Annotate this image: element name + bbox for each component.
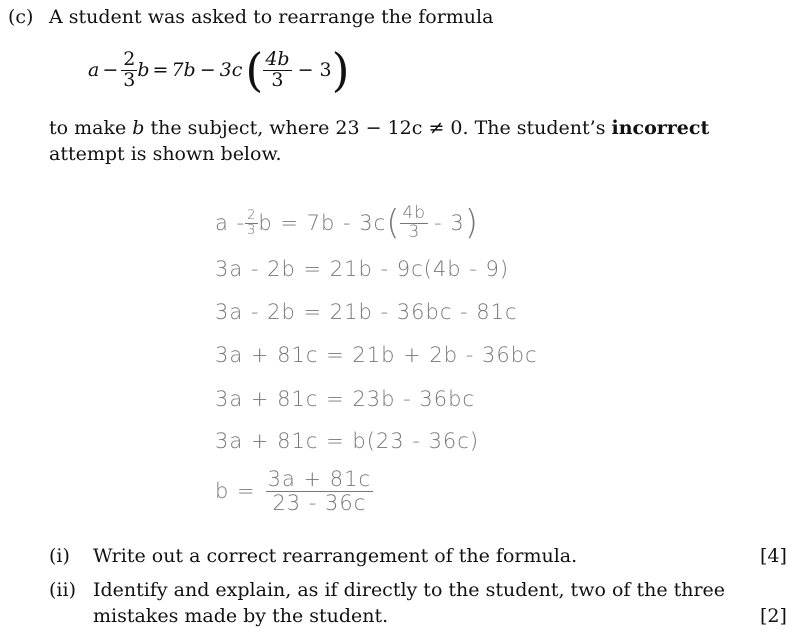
attempt-frac-den: 3 bbox=[247, 222, 257, 238]
attempt-line1-mid: b = 7b - 3c bbox=[258, 211, 387, 235]
attempt-inner-den: 3 bbox=[408, 221, 421, 242]
inner-numerator: 4b bbox=[265, 47, 290, 70]
attempt-line7-left: b = bbox=[215, 479, 256, 503]
formula-c-term: 3c bbox=[219, 59, 243, 81]
attempt-line-2: 3a - 2b = 21b - 9c(4b - 9) bbox=[215, 257, 510, 281]
question-line-2 bbox=[49, 116, 709, 140]
attempt-line-1 bbox=[215, 200, 479, 246]
line2-part-a: to make bbox=[49, 117, 127, 139]
attempt-line1-inner-fraction bbox=[400, 202, 428, 242]
attempt-final-fraction bbox=[266, 468, 373, 513]
attempt-line1-tail: - 3 bbox=[434, 211, 465, 235]
line2-condition: 23 − 12c ≠ 0. bbox=[335, 117, 469, 139]
line2-part-d: The student’s bbox=[474, 117, 606, 139]
formula bbox=[88, 42, 350, 98]
question-line-3: attempt is shown below. bbox=[49, 143, 282, 165]
formula-inner-fraction bbox=[263, 47, 291, 91]
attempt-line-5: 3a + 81c = 23b - 36bc bbox=[215, 387, 475, 411]
attempt-frac-num: 2 bbox=[247, 207, 257, 223]
formula-inner-tail: − 3 bbox=[297, 59, 332, 81]
part-i-text: Write out a correct rearrangement of the formula. bbox=[93, 545, 578, 567]
attempt-line-3: 3a - 2b = 21b - 36bc - 81c bbox=[215, 300, 518, 324]
attempt-open-paren: ( bbox=[386, 203, 401, 243]
formula-a: a bbox=[88, 59, 100, 81]
attempt-line-7 bbox=[215, 463, 373, 519]
formula-b: b bbox=[137, 59, 150, 81]
fraction-numerator: 2 bbox=[123, 47, 136, 70]
part-ii-text: Identify and explain, as if directly to the student, two of the three bbox=[93, 579, 726, 601]
part-ii-marks: [2] bbox=[760, 605, 787, 627]
question-intro: A student was asked to rearrange the formula bbox=[49, 6, 494, 28]
fraction-denominator: 3 bbox=[123, 68, 136, 91]
attempt-line1-fraction bbox=[245, 209, 258, 237]
attempt-line1-left: a - bbox=[215, 211, 246, 235]
part-ii-label: (ii) bbox=[49, 579, 76, 601]
part-i-label: (i) bbox=[49, 545, 70, 567]
attempt-close-paren: ) bbox=[464, 203, 479, 243]
line2-part-c: the subject, where bbox=[150, 117, 330, 139]
attempt-final-den: 23 - 36c bbox=[272, 490, 367, 515]
question-label: (c) bbox=[8, 6, 34, 28]
attempt-line-4: 3a + 81c = 21b + 2b - 36bc bbox=[215, 343, 538, 367]
attempt-inner-num: 4b bbox=[402, 202, 427, 223]
formula-minus-2: − bbox=[199, 59, 216, 81]
formula-close-paren: ) bbox=[331, 43, 350, 97]
formula-fraction bbox=[121, 47, 137, 91]
inner-denominator: 3 bbox=[271, 68, 284, 91]
formula-open-paren: ( bbox=[245, 43, 264, 97]
line2-variable-b: b bbox=[132, 117, 145, 139]
attempt-line-6: 3a + 81c = b(23 - 36c) bbox=[215, 429, 480, 453]
formula-equals: = bbox=[152, 59, 169, 81]
part-ii-text-2: mistakes made by the student. bbox=[93, 605, 389, 627]
formula-rhs: 7b bbox=[171, 59, 196, 81]
line2-incorrect: incorrect bbox=[611, 117, 710, 139]
attempt-final-num: 3a + 81c bbox=[267, 467, 372, 492]
part-i-marks: [4] bbox=[760, 545, 787, 567]
formula-minus: − bbox=[102, 59, 119, 81]
